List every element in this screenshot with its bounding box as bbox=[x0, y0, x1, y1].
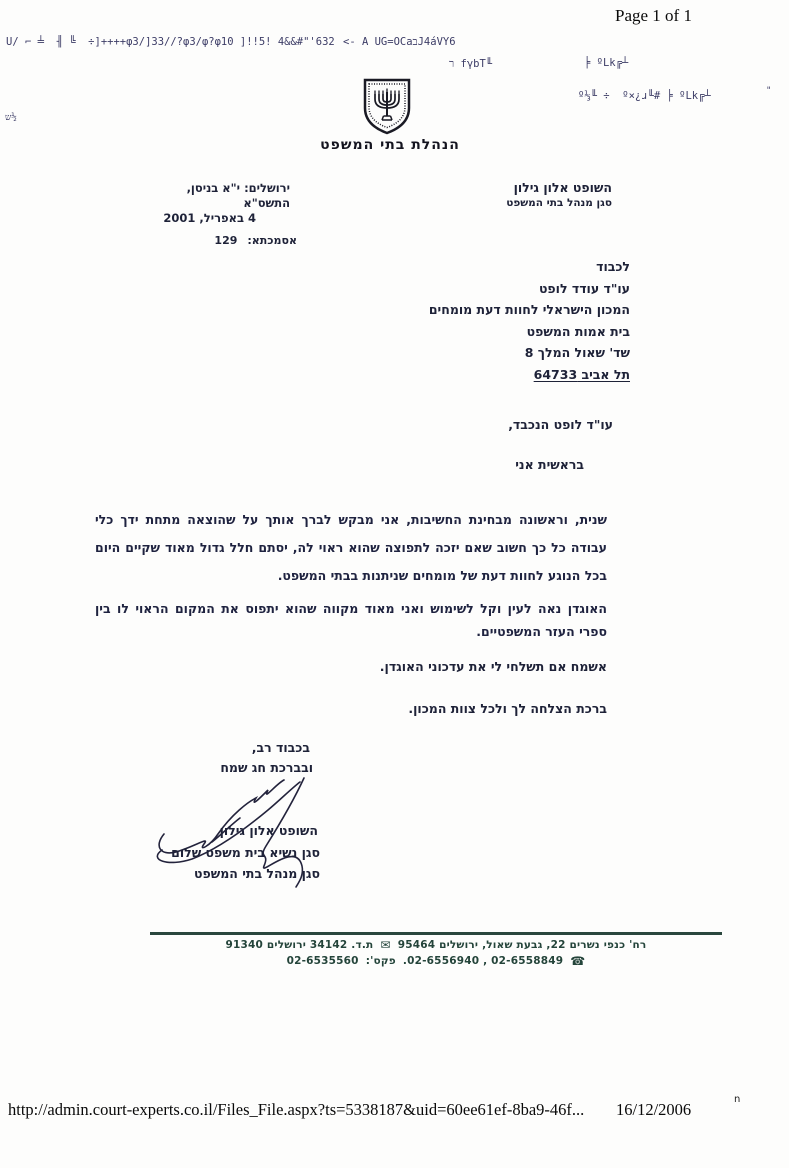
footer-pobox: ת.ד. 34142 ירושלים 91340 bbox=[225, 939, 374, 951]
recipient-line: בית אמות המשפט bbox=[526, 323, 630, 339]
reference-value: 129 bbox=[214, 234, 238, 247]
org-title: הנהלת בתי המשפט bbox=[320, 137, 460, 153]
body-paragraph-3: אשמח אם תשלחי לי את עדכוני האוגדן. bbox=[379, 659, 607, 674]
date-gregorian: 4 באפריל, 2001 bbox=[163, 211, 256, 225]
fax-noise-line1: U/ ⌐ ╧ ╢ ╚ ÷]++++φ3/]33//?φ3/φ?φ10 ]!!5! 4&&#"'632 bbox=[6, 36, 335, 48]
signatory-title-1: סגן נשיא בית משפט שלום bbox=[171, 845, 320, 860]
footer-phone-line bbox=[150, 954, 722, 968]
recipient-block bbox=[429, 256, 630, 385]
fax-noise-line3: º⅓╙ ÷ º×¿ɹ╙# ╞ ºLk╔┴ bbox=[578, 90, 711, 102]
print-footer-url: http://admin.court-experts.co.il/Files_File.aspx?ts=5338187&uid=60ee61ef-8ba9-46f... bbox=[8, 1100, 585, 1119]
signatory-title-2: סגן מנהל בתי המשפט bbox=[194, 866, 320, 881]
footer-street-address: רח' כנפי נשרים 22, גבעת שאול, ירושלים 95464 bbox=[397, 939, 647, 951]
fax-noise-line2b: ╞ ºLk╔┴ bbox=[584, 57, 629, 69]
body-paragraph-4: ברכת הצלחה לך ולכל צוות המכון. bbox=[408, 701, 607, 716]
opening-line: בראשית אני bbox=[515, 457, 584, 472]
date-hebrew: ירושלים: י"א בניסן, התשס"א bbox=[186, 181, 290, 210]
print-footer-mark: n bbox=[734, 1094, 741, 1105]
sender-title: סגן מנהל בתי המשפט bbox=[506, 197, 612, 209]
sender-name: השופט אלון גילון bbox=[513, 180, 612, 195]
closing-regards: בכבוד רב, bbox=[251, 740, 310, 755]
page-indicator: Page 1 of 1 bbox=[615, 6, 692, 25]
date-block bbox=[140, 181, 290, 226]
phone-icon: ☎ bbox=[570, 954, 586, 968]
recipient-line: לכבוד bbox=[596, 259, 630, 274]
closing-holiday-greeting: ובברכת חג שמח bbox=[220, 760, 313, 775]
envelope-icon: ✉ bbox=[380, 938, 391, 952]
fax-noise-line2a: ר fγbT╙ bbox=[449, 58, 493, 70]
recipient-line: שד' שאול המלך 8 bbox=[524, 345, 630, 360]
signatory-name: השופט אלון גילון bbox=[219, 823, 318, 838]
body-paragraph-1: שנית, וראשונה מבחינת החשיבות, אני מבקש לברך אותך על שהוצאה מתחת ידך כלי עבודה כל כך חשוב שאם יזכה לתפוצה שהוא ראוי לה, יסתם חלל גדול מאוד שקיים היום בכל הנוגע לחוות דעת של מומחים שניתנות בבתי המשפט. bbox=[95, 512, 607, 583]
print-footer-date: 16/12/2006 bbox=[616, 1100, 692, 1119]
recipient-line: המכון הישראלי לחוות דעת מומחים bbox=[428, 302, 630, 317]
footer-address-line bbox=[150, 938, 722, 952]
israel-state-emblem-icon bbox=[362, 77, 412, 135]
footer-phones: 02-6558849 , 02-6556940. bbox=[402, 955, 564, 967]
fax-noise-mark-right: " bbox=[766, 86, 772, 96]
footer-divider bbox=[150, 932, 722, 935]
recipient-line: עו"ד עודד לופט bbox=[538, 280, 630, 296]
recipient-city-line: תל אביב 64733 bbox=[533, 366, 630, 382]
reference-line bbox=[214, 229, 297, 248]
salutation: עו"ד לופט הנכבד, bbox=[508, 417, 613, 432]
fax-noise-line1b: <- A UG=OCaבJ4áVY6 bbox=[343, 36, 456, 48]
body-paragraph-2: האוגדן נאה לעין וקל לשימוש ואני מאוד מקווה שהוא יתפוס את המקום הראוי לו בין ספרי העזר המשפטיים. bbox=[95, 601, 607, 639]
footer-fax-label: פקס': bbox=[365, 955, 396, 967]
reference-label: אסמכתא: bbox=[247, 234, 297, 247]
fax-noise-mark-left: ש½ bbox=[5, 113, 17, 123]
footer-fax-number: 02-6535560 bbox=[286, 955, 359, 967]
